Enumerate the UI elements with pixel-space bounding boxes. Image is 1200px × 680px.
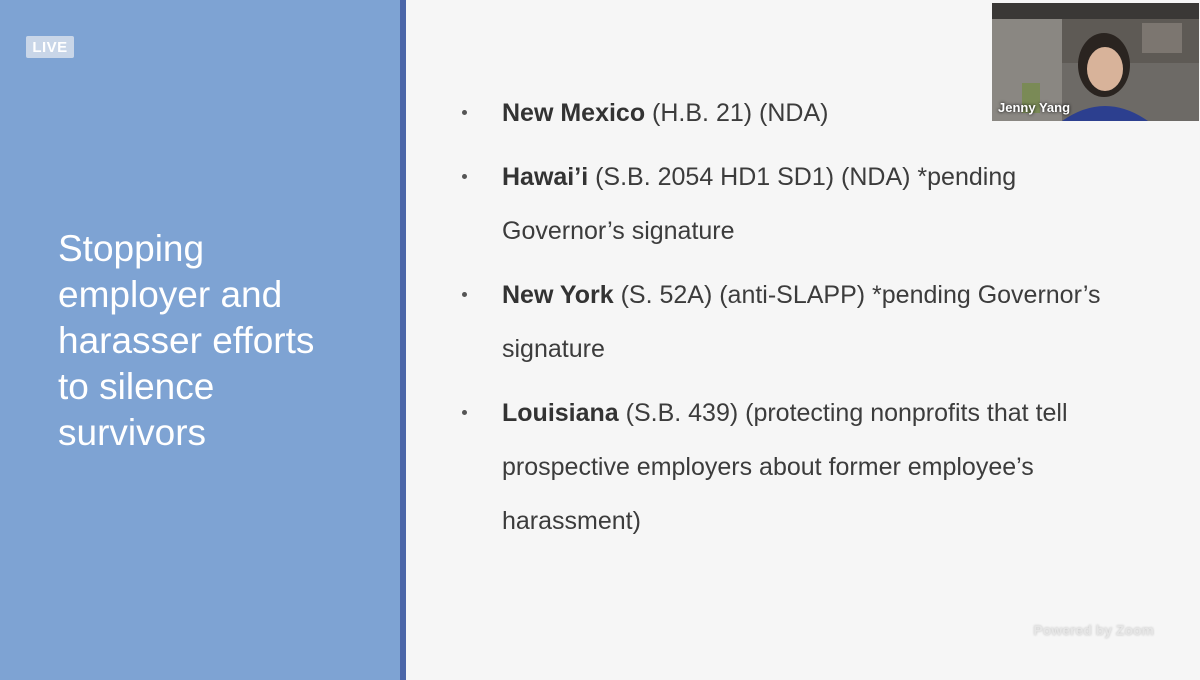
slide-title: Stopping employer and harasser efforts to silence survivors <box>58 228 315 453</box>
bullet-dot <box>462 174 467 179</box>
slide-left-panel <box>0 0 400 680</box>
speaker-name: Jenny Yang <box>998 100 1071 115</box>
bullet-dot <box>462 292 467 297</box>
bullet-bold: New York <box>502 281 614 309</box>
bullet-text: (S.B. 2054 HD1 SD1) (NDA) *pending Governor’s signature <box>502 163 1017 245</box>
bullet-bold: Hawai’i <box>502 163 589 191</box>
bullet-dot <box>462 110 467 115</box>
bullet-item <box>462 386 1102 548</box>
slide-divider <box>400 0 406 680</box>
bullet-item <box>462 268 1102 376</box>
bullet-dot <box>462 410 467 415</box>
bullet-list <box>462 86 1102 558</box>
bullet-text: (S. 52A) (anti-SLAPP) *pending Governor’s signature <box>502 281 1101 363</box>
bullet-text: (S.B. 439) (protecting nonprofits that tell prospective employers about former employee’s harassment) <box>502 399 1068 535</box>
bullet-bold: Louisiana <box>502 399 619 427</box>
live-badge: LIVE <box>26 36 74 58</box>
bullet-bold: New Mexico <box>502 99 646 127</box>
powered-by-zoom: Powered by Zoom <box>1033 622 1154 638</box>
bullet-text: (H.B. 21) (NDA) <box>645 99 829 127</box>
bullet-item <box>462 150 1102 258</box>
speaker-video-tile[interactable] <box>992 3 1199 121</box>
